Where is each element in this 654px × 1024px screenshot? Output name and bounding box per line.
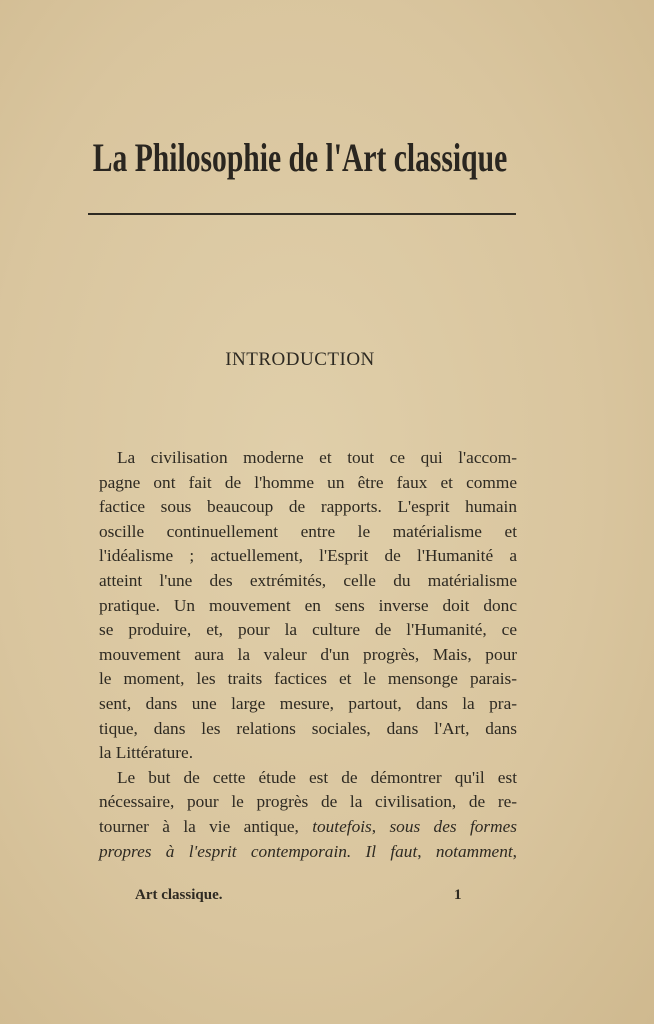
text-segment: mouvement aura la valeur d'un progrès, Mais, pour <box>99 644 517 664</box>
text-segment: la Littérature. <box>99 743 194 763</box>
text-segment: l'idéalisme ; actuellement, l'Esprit de l'Humanité a <box>99 546 517 566</box>
text-segment: atteint l'une des extrémités, celle du matérialisme <box>99 570 517 590</box>
text-line <box>99 667 517 692</box>
text-line <box>99 446 517 471</box>
text-line <box>99 544 517 569</box>
body-text <box>99 446 517 864</box>
text-segment: , <box>417 841 436 861</box>
text-line <box>99 643 517 668</box>
text-line <box>99 717 517 742</box>
text-segment: pratique. Un mouvement en sens inverse doit donc <box>99 595 517 615</box>
title-rule-divider <box>88 213 516 215</box>
italic-text: propres à l'esprit contemporain. Il faut <box>99 841 418 861</box>
text-line <box>99 741 517 766</box>
text-segment: , <box>512 841 517 861</box>
text-line <box>99 766 517 791</box>
text-line <box>99 790 517 815</box>
text-segment: , <box>371 816 390 836</box>
text-line <box>99 618 517 643</box>
text-segment: Le but de cette étude est de démontrer qu'il est <box>117 767 517 787</box>
text-segment: le moment, les traits factices et le mensonge parais- <box>99 669 517 689</box>
running-title: Art classique. <box>135 887 223 903</box>
text-segment: oscille continuellement entre le matérialisme et <box>99 521 517 541</box>
text-line <box>99 569 517 594</box>
text-segment: se produire, et, pour la culture de l'Humanité, ce <box>99 620 517 640</box>
text-segment: tourner à la vie antique, <box>99 816 313 836</box>
text-segment: sent, dans une large mesure, partout, dans la pra- <box>99 693 517 713</box>
section-heading: INTRODUCTION <box>225 349 375 370</box>
page-title: La Philosophie de l'Art classique <box>92 135 508 180</box>
text-segment: tique, dans les relations sociales, dans l'Art, dans <box>99 718 517 738</box>
italic-text: sous des formes <box>389 816 518 836</box>
italic-text: toutefois <box>312 816 372 836</box>
italic-text: notamment <box>435 841 513 861</box>
text-line <box>99 692 517 717</box>
text-line <box>99 520 517 545</box>
text-segment: nécessaire, pour le progrès de la civilisation, de re- <box>99 792 517 812</box>
text-line <box>99 840 517 865</box>
page-number: 1 <box>454 887 462 903</box>
text-segment: factice sous beaucoup de rapports. L'esprit humain <box>99 497 517 517</box>
text-segment: pagne ont fait de l'homme un être faux et comme <box>99 472 517 492</box>
text-line <box>99 471 517 496</box>
text-line <box>99 815 517 840</box>
text-segment: La civilisation moderne et tout ce qui l'accom- <box>117 448 517 467</box>
text-line <box>99 495 517 520</box>
text-line <box>99 594 517 619</box>
